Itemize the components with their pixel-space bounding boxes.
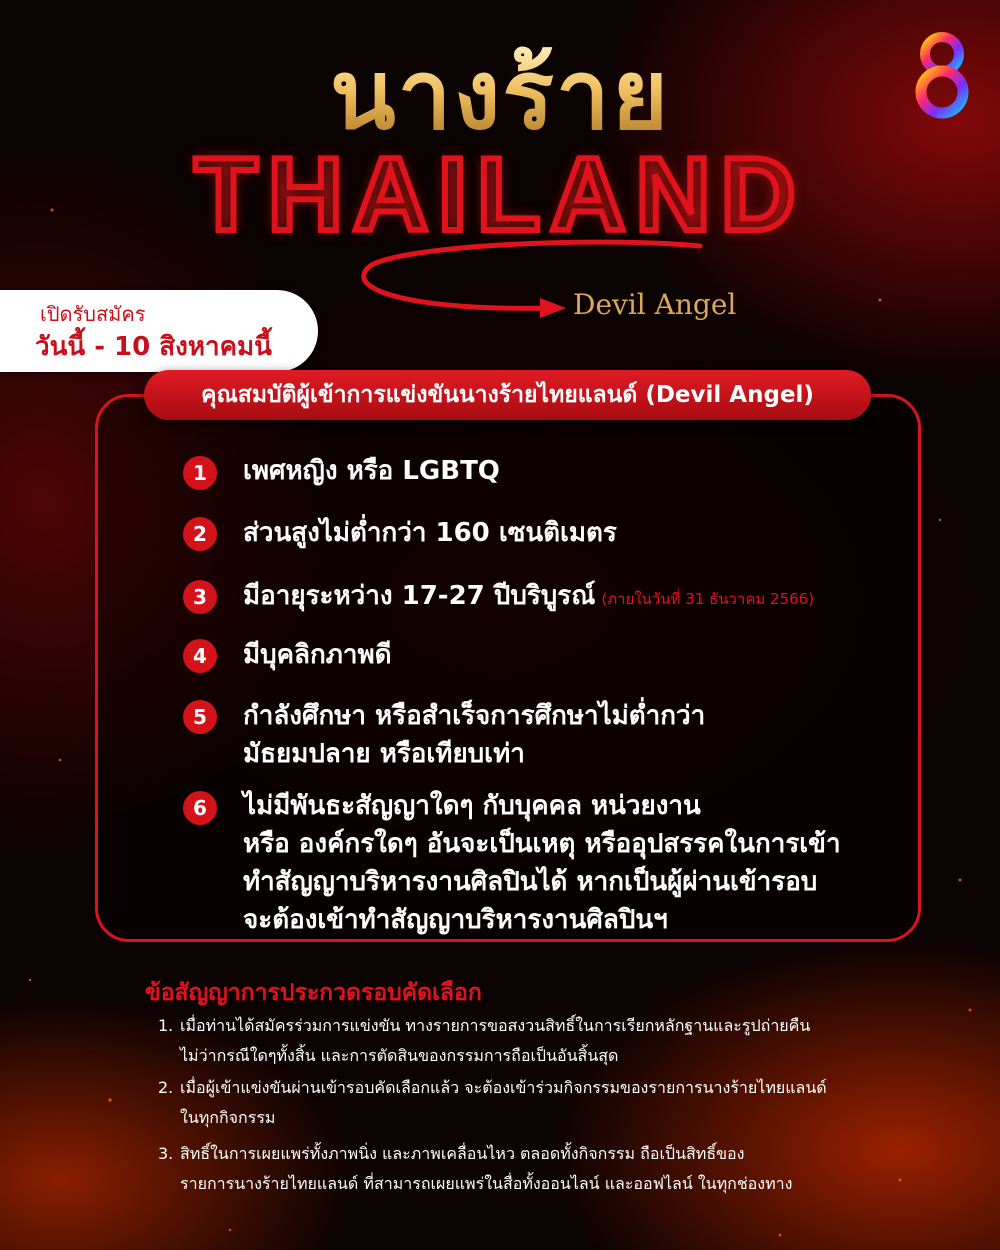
item-number: 6 bbox=[183, 791, 217, 825]
condition-line: ในทุกกิจกรรม bbox=[180, 1108, 276, 1127]
condition-line: เมื่อผู้เข้าแข่งขันผ่านเข้ารอบคัดเลือกแล้ว จะต้องเข้าร่วมกิจกรรมของรายการนางร้ายไทยแลนด์ bbox=[180, 1078, 827, 1097]
qualification-item: ส่วนสูงไม่ต่ำกว่า 160 เซนติเมตร bbox=[243, 518, 617, 548]
qualification-line: กำลังศึกษา หรือสำเร็จการศึกษาไม่ต่ำกว่า bbox=[243, 701, 706, 731]
qualification-item bbox=[243, 577, 814, 618]
qualification-line: หรือ องค์กรใดๆ อันจะเป็นเหตุ หรืออุปสรรคในการเข้า bbox=[243, 829, 841, 859]
qualification-line: จะต้องเข้าทำสัญญาบริหารงานศิลปินฯ bbox=[243, 905, 668, 935]
qualification-line: ทำสัญญาบริหารงานศิลปินได้ หากเป็นผู้ผ่านเข้ารอบ bbox=[243, 867, 818, 897]
registration-open-label: เปิดรับสมัคร bbox=[40, 302, 146, 326]
registration-deadline: วันนี้ - 10 สิงหาคมนี้ bbox=[35, 332, 272, 362]
qualification-text: มีอายุระหว่าง 17-27 ปีบริบูรณ์ bbox=[243, 581, 596, 611]
condition-line: รายการนางร้ายไทยแลนด์ ที่สามารถเผยแพร่ในสื่อทั้งออนไลน์ และออฟไลน์ ในทุกช่องทาง bbox=[180, 1174, 793, 1193]
condition-line: ไม่ว่ากรณีใดๆทั้งสิ้น และการตัดสินของกรรมการถือเป็นอันสิ้นสุด bbox=[180, 1046, 619, 1065]
qualification-line: ไม่มีพันธะสัญญาใดๆ กับบุคคล หน่วยงาน bbox=[243, 791, 701, 821]
qualification-item: เพศหญิง หรือ LGBTQ bbox=[243, 456, 500, 486]
condition-number: 1. bbox=[158, 1016, 174, 1035]
qualification-note: (ภายในวันที่ 31 ธันวาคม 2566) bbox=[601, 590, 815, 608]
condition-item bbox=[158, 1139, 792, 1199]
condition-item bbox=[158, 1011, 810, 1071]
qualification-item bbox=[243, 697, 705, 773]
title-thai: นางร้าย bbox=[0, 40, 1000, 150]
qualification-line: มัธยมปลาย หรือเทียบเท่า bbox=[243, 739, 525, 769]
item-number: 3 bbox=[183, 580, 217, 614]
qualification-item: มีบุคลิกภาพดี bbox=[243, 640, 392, 670]
qualifications-header bbox=[144, 370, 871, 420]
condition-number: 3. bbox=[158, 1144, 174, 1163]
conditions-title: ข้อสัญญาการประกวดรอบคัดเลือก bbox=[145, 980, 482, 1006]
condition-number: 2. bbox=[158, 1078, 174, 1097]
item-number: 5 bbox=[183, 700, 217, 734]
qualifications-header-text: คุณสมบัติผู้เข้าการแข่งขันนางร้ายไทยแลนด์ (Devil Angel) bbox=[201, 382, 814, 408]
condition-item bbox=[158, 1073, 827, 1133]
subtitle-devil-angel: Devil Angel bbox=[573, 288, 737, 321]
condition-line: เมื่อท่านได้สมัครร่วมการแข่งขัน ทางรายการขอสงวนสิทธิ์ในการเรียกหลักฐานและรูปถ่ายคืน bbox=[180, 1016, 811, 1035]
swoosh-arrow bbox=[340, 236, 720, 336]
qualification-item bbox=[243, 787, 841, 939]
item-number: 1 bbox=[183, 456, 217, 490]
item-number: 2 bbox=[183, 517, 217, 551]
condition-line: สิทธิ์ในการเผยแพร่ทั้งภาพนิ่ง และภาพเคลื่อนไหว ตลอดทั้งกิจกรรม ถือเป็นสิทธิ์ของ bbox=[180, 1144, 745, 1163]
registration-badge bbox=[0, 290, 318, 372]
item-number: 4 bbox=[183, 639, 217, 673]
title-english: THAILAND bbox=[194, 137, 806, 253]
